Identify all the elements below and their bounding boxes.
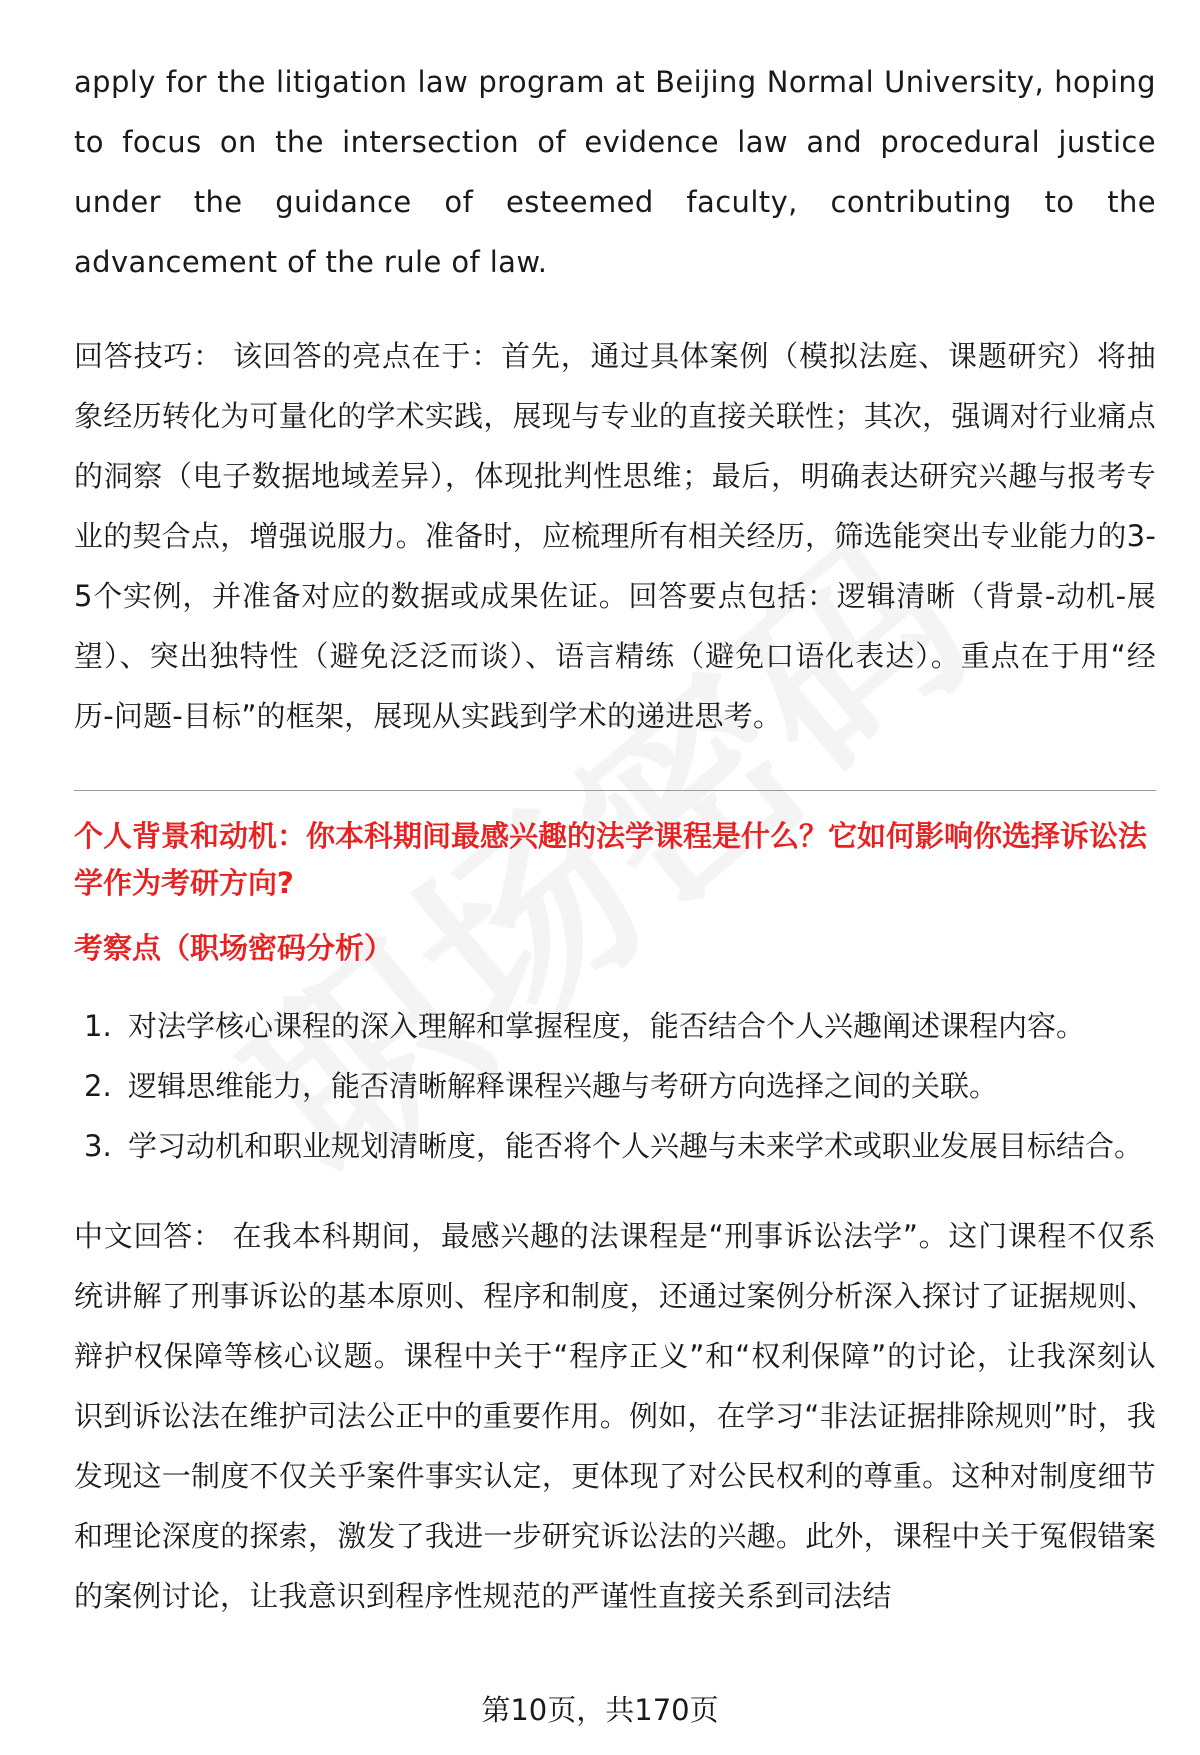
chinese-answer-paragraph: 中文回答： 在我本科期间，最感兴趣的法课程是“刑事诉讼法学”。这门课程不仅系统讲解了刑事诉讼的基本原则、程序和制度，还通过案例分析深入探讨了证据规则、辩护权保障等核心议题。课程中关于“程序正义”和“权利保障”的讨论，让我深刻认识到诉讼法在维护司法公正中的重要作用。例如，在学习“非法证据排除规则”时，我发现这一制度不仅关乎案件事实认定，更体现了对公民权利的尊重。这种对制度细节和理论深度的探索，激发了我进一步研究诉讼法的兴趣。此外，课程中关于冤假错案的案例讨论，让我意识到程序性规范的严谨性直接关系到司法结 [74, 1219, 1156, 1613]
list-item-text: 学习动机和职业规划清晰度，能否将个人兴趣与未来学术或职业发展目标结合。 [128, 1129, 1144, 1163]
page-number-footer: 第10页，共170页 [481, 1693, 719, 1727]
intro-paragraph-en: apply for the litigation law program at Beijing Normal University, hoping to focus on the intersection of evidence law and procedural justice under the guidance of esteemed faculty, contributing to the advancement of the rule of law. [74, 65, 1156, 279]
question-heading: 个人背景和动机：你本科期间最感兴趣的法学课程是什么？它如何影响你选择诉讼法学作为考研方向? [74, 819, 1148, 900]
answer-tips-paragraph: 回答技巧： 该回答的亮点在于：首先，通过具体案例（模拟法庭、课题研究）将抽象经历转化为可量化的学术实践，展现与专业的直接关联性；其次，强调对行业痛点的洞察（电子数据地域差异），体现批判性思维；最后，明确表达研究兴趣与报考专业的契合点，增强说服力。准备时，应梳理所有相关经历，筛选能突出专业能力的3-5个实例，并准备对应的数据或成果佐证。回答要点包括：逻辑清晰（背景-动机-展望）、突出独特性（避免泛泛而谈）、语言精练（避免口语化表达）。重点在于用“经历-问题-目标”的框架，展现从实践到学术的递进思考。 [74, 339, 1156, 733]
list-item [74, 1056, 1156, 1116]
section-divider [74, 790, 1156, 791]
assessment-points-list [74, 996, 1156, 1176]
list-item-number: 3. [84, 1129, 112, 1163]
list-item [74, 996, 1156, 1056]
page-content [74, 52, 1156, 1626]
list-item [74, 1116, 1156, 1176]
list-item-number: 1. [84, 1009, 112, 1043]
list-item-number: 2. [84, 1069, 112, 1103]
assessment-points-heading: 考察点（职场密码分析） [74, 931, 394, 965]
list-item-text: 对法学核心课程的深入理解和掌握程度，能否结合个人兴趣阐述课程内容。 [128, 1009, 1086, 1043]
list-item-text: 逻辑思维能力，能否清晰解释课程兴趣与考研方向选择之间的关联。 [128, 1069, 999, 1103]
